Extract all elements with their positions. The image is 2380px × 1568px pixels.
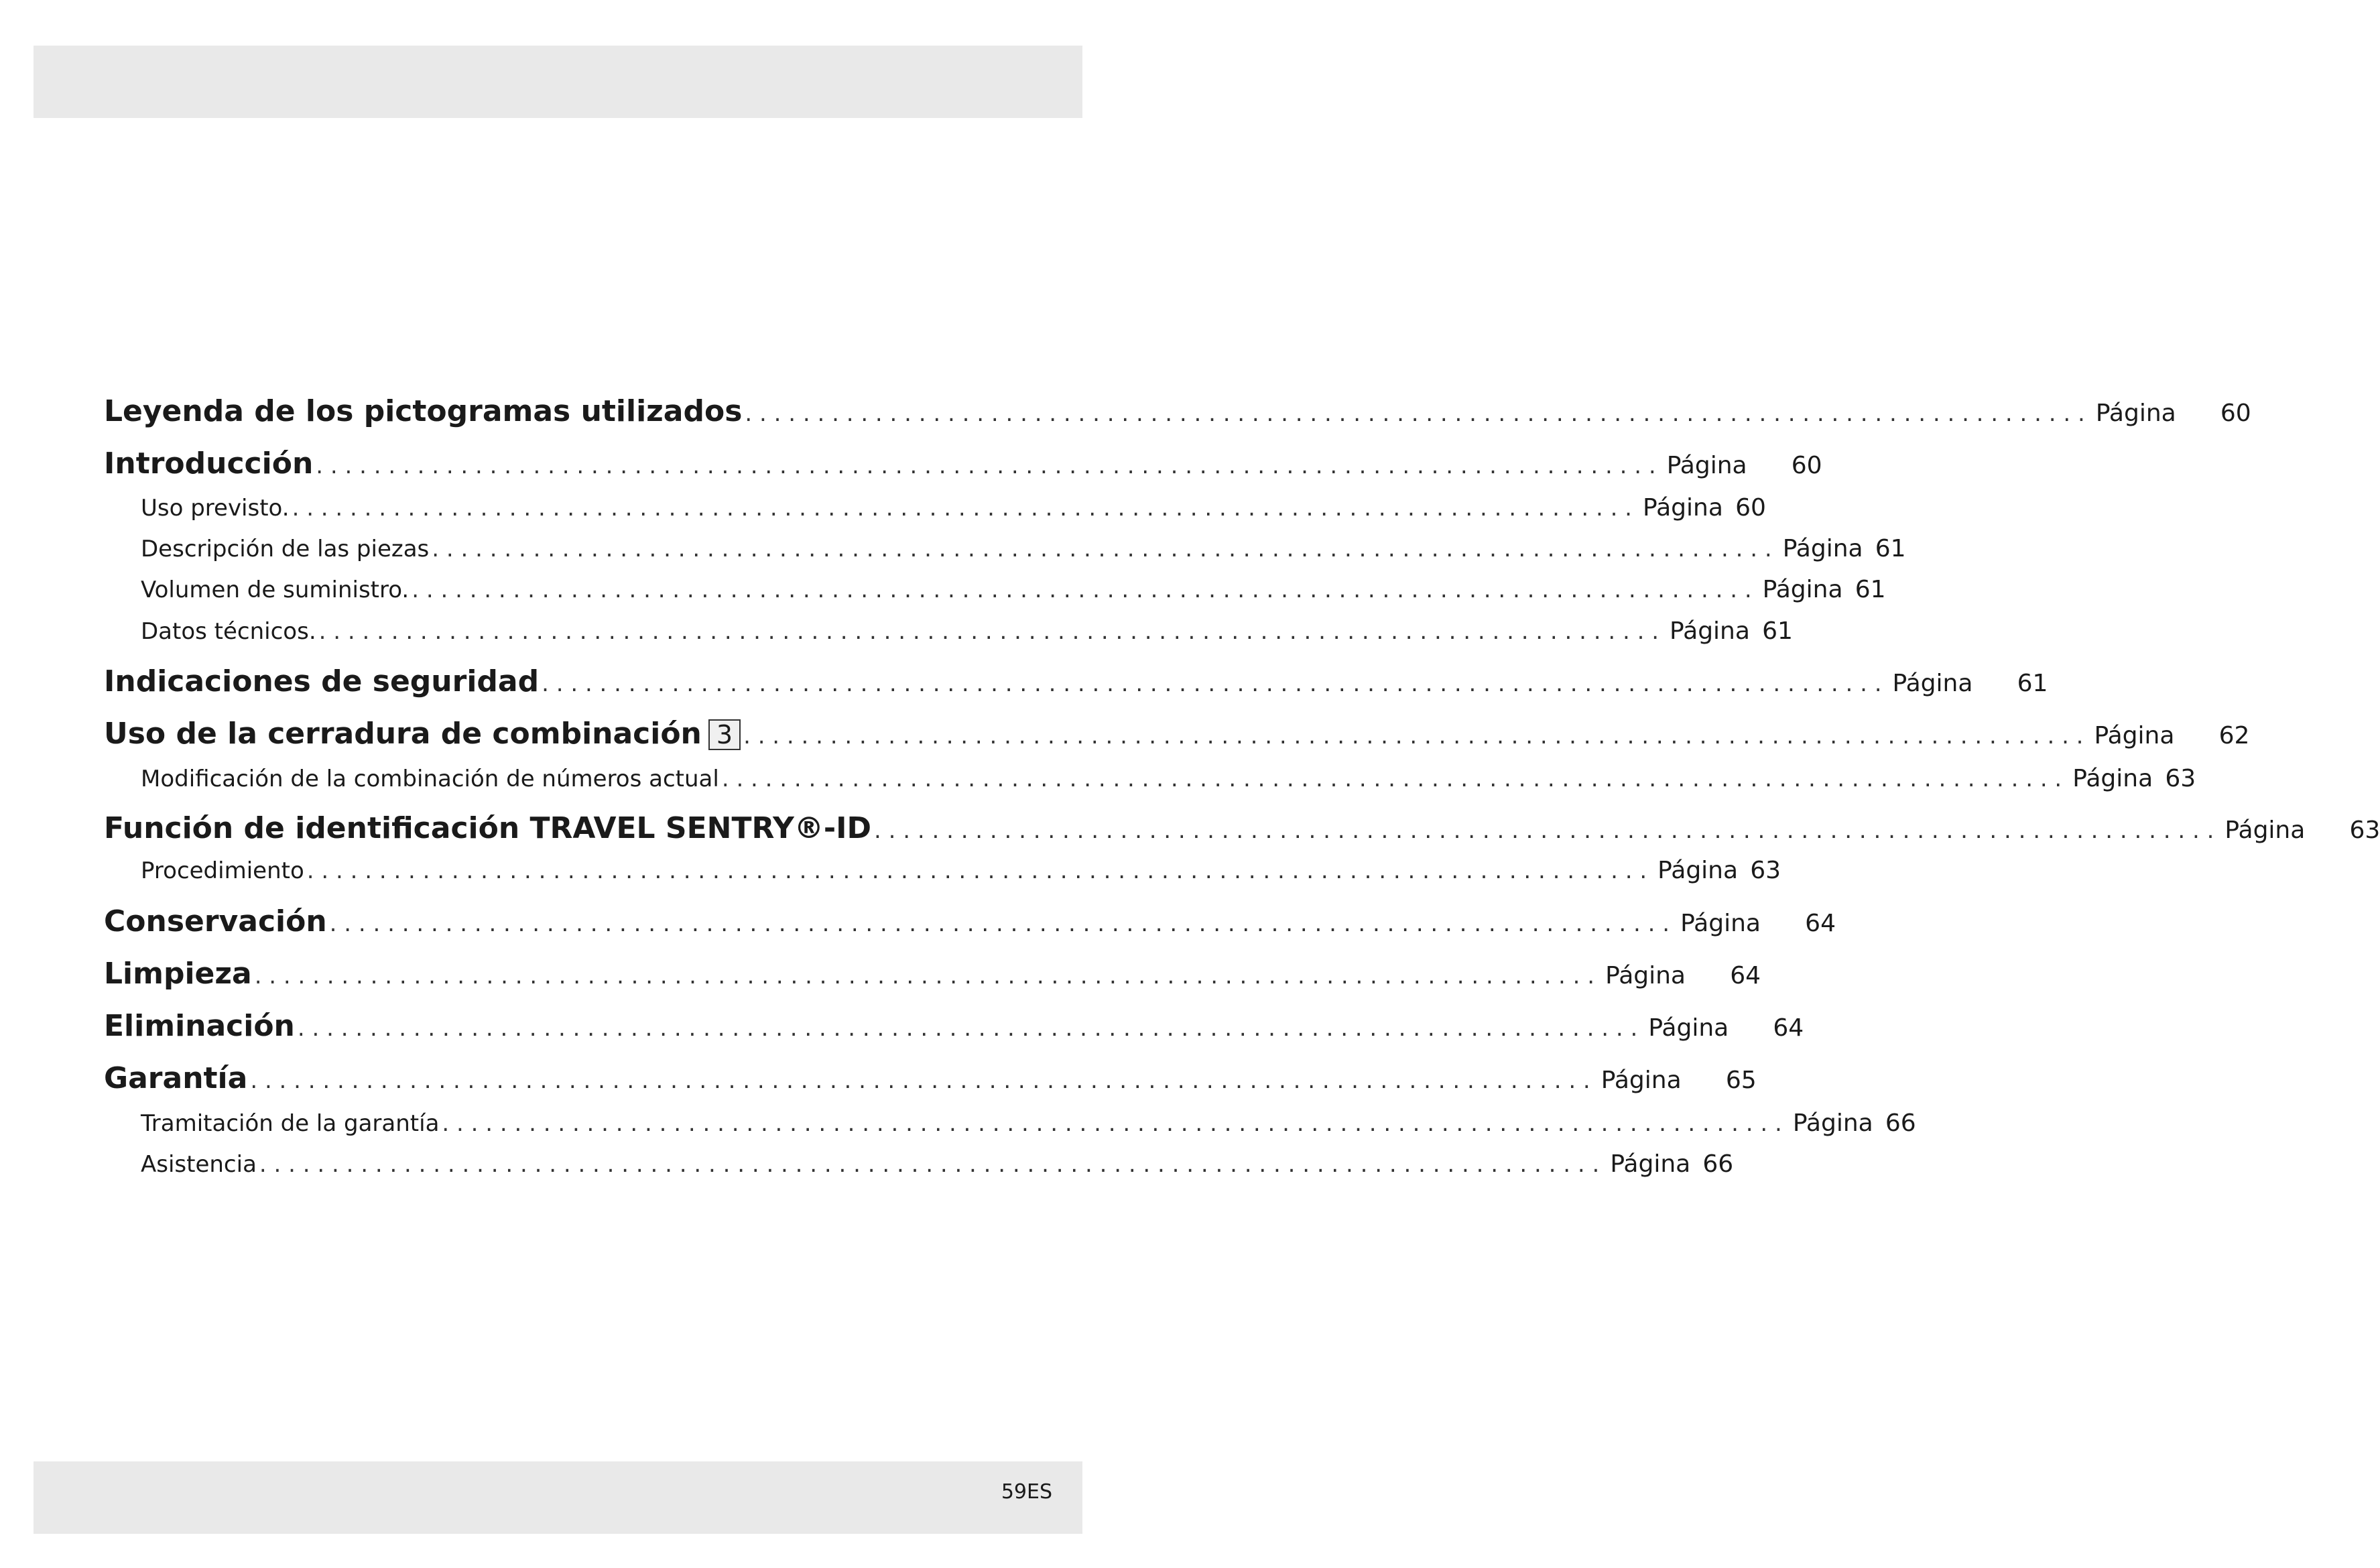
page-number: 62 <box>2218 722 2250 749</box>
toc-entry-title: Limpieza <box>104 957 252 991</box>
toc-entry-title: Función de identificación TRAVEL SENTRY®-ID <box>104 811 871 845</box>
page-number: 61 <box>1875 535 1906 562</box>
toc-entry-tramitacion-garantia[interactable] <box>141 1109 1916 1137</box>
page-label: Página <box>1792 1109 1873 1137</box>
toc-entry-conservacion[interactable] <box>104 904 1836 939</box>
page-label: Página <box>2095 400 2176 427</box>
page-number: 61 <box>1855 576 1886 603</box>
toc-entry-volumen-suministro[interactable] <box>141 576 1886 603</box>
toc-entry-title: Indicaciones de seguridad <box>104 664 540 699</box>
toc-entry-garantia[interactable] <box>104 1061 1757 1095</box>
toc-entry-title: Volumen de suministro. <box>141 577 410 603</box>
dot-leader <box>304 857 1647 884</box>
toc-entry-asistencia[interactable] <box>141 1150 1734 1178</box>
page-number: 60 <box>1735 494 1766 522</box>
dot-leader <box>719 766 2062 792</box>
page-label: Página <box>1670 617 1750 645</box>
toc-entry-title <box>104 717 741 751</box>
page-number: 63 <box>1750 857 1781 884</box>
page-label: Página <box>2094 722 2175 749</box>
toc-entry-eliminacion[interactable] <box>104 1009 1804 1043</box>
footer-band <box>34 1461 1082 1534</box>
page-label: Página <box>1601 1067 1682 1094</box>
page-label: Página <box>1666 452 1747 479</box>
page-label: Página <box>1680 910 1761 937</box>
toc-entry-descripcion-piezas[interactable] <box>141 535 1906 562</box>
toc-entry-title-text: Uso de la cerradura de combinación <box>104 717 702 751</box>
figure-reference-box: 3 <box>708 719 741 750</box>
toc-entry-indicaciones-seguridad[interactable] <box>104 664 2048 699</box>
page-number: 64 <box>1805 910 1836 937</box>
page-number: 66 <box>1885 1109 1916 1137</box>
page-number: 61 <box>1762 617 1793 645</box>
toc-entry-title: Uso previsto. <box>141 495 290 522</box>
dot-leader <box>327 910 1670 937</box>
page-label: Página <box>1782 535 1863 562</box>
page-number: 63 <box>2165 765 2196 792</box>
page-label: Página <box>1643 494 1723 522</box>
page-number: 60 <box>1791 452 1822 479</box>
dot-leader <box>252 963 1594 989</box>
toc-entry-title: Leyenda de los pictogramas utilizados <box>104 394 743 428</box>
page-number: 61 <box>2017 670 2048 697</box>
toc-entry-modificacion-combinacion[interactable] <box>141 765 2196 792</box>
dot-leader <box>247 1067 1590 1094</box>
page-number: 60 <box>2220 400 2251 427</box>
page-number: 65 <box>1725 1067 1757 1094</box>
page-label: Página <box>1648 1014 1729 1042</box>
toc-entry-title: Introducción <box>104 446 314 481</box>
page-label: Página <box>1657 857 1739 884</box>
dot-leader <box>742 400 2084 427</box>
toc-entry-title: Garantía <box>104 1061 248 1095</box>
toc-entry-title: Procedimiento <box>141 857 304 884</box>
page-label: Página <box>1610 1150 1691 1178</box>
dot-leader <box>871 817 2214 844</box>
toc-entry-uso-cerradura[interactable] <box>104 717 2250 751</box>
toc-entry-datos-tecnicos[interactable] <box>141 617 1793 645</box>
toc-entry-title: Tramitación de la garantía <box>141 1110 440 1137</box>
toc-entry-title: Asistencia <box>141 1151 257 1178</box>
dot-leader <box>439 1110 1781 1137</box>
page-label: Página <box>1892 670 1973 697</box>
footer-page-number: 59ES <box>1001 1480 1052 1504</box>
dot-leader <box>313 453 1655 479</box>
toc-entry-title: Eliminación <box>104 1009 295 1043</box>
toc-entry-title: Conservación <box>104 904 327 939</box>
dot-leader <box>741 723 2083 749</box>
toc-entry-travel-sentry[interactable] <box>104 811 2380 845</box>
dot-leader <box>539 670 1881 697</box>
dot-leader <box>409 577 1751 603</box>
toc-entry-title: Datos técnicos. <box>141 618 316 645</box>
toc-entry-title: Modificación de la combinación de números actual <box>141 766 719 792</box>
dot-leader <box>290 495 1632 522</box>
page-label: Página <box>1605 962 1686 989</box>
page-number: 63 <box>2349 817 2380 844</box>
toc-entry-procedimiento[interactable] <box>141 857 1781 884</box>
toc-entry-title: Descripción de las piezas <box>141 536 430 562</box>
page-label: Página <box>1762 576 1843 603</box>
page-number: 66 <box>1702 1150 1734 1178</box>
page-label: Página <box>2072 765 2153 792</box>
toc-entry-uso-previsto[interactable] <box>141 494 1766 522</box>
page-label: Página <box>2225 817 2306 844</box>
dot-leader <box>316 618 1659 645</box>
toc-entry-limpieza[interactable] <box>104 957 1761 991</box>
toc-entry-introduccion[interactable] <box>104 446 1822 481</box>
dot-leader <box>429 536 1771 562</box>
page-number: 64 <box>1730 962 1761 989</box>
toc-entry-leyenda[interactable] <box>104 394 2251 428</box>
dot-leader <box>257 1151 1599 1178</box>
dot-leader <box>295 1015 1637 1042</box>
page-number: 64 <box>1773 1014 1804 1042</box>
